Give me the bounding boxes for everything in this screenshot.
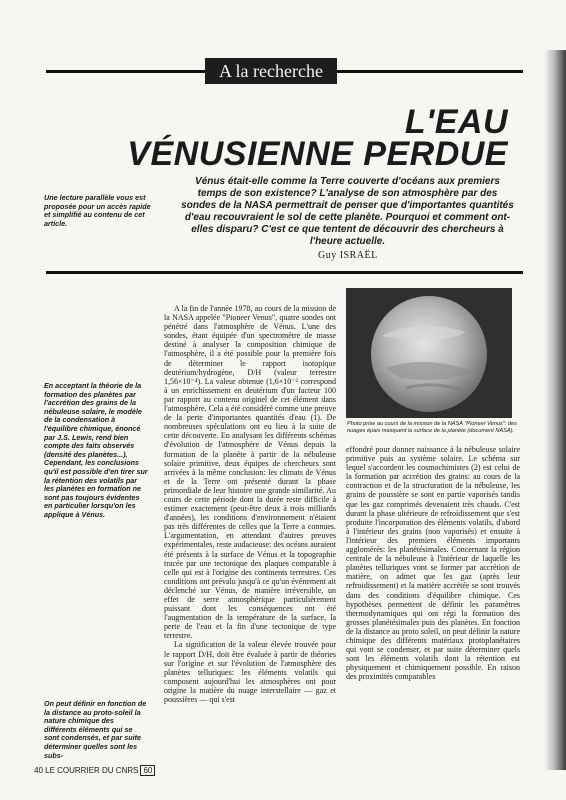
header-rule <box>46 271 523 274</box>
body-paragraph: A la fin de l'année 1978, au cours de la mission de la NASA appelée "Pioneer Venus", quatre sondes ont pénétré dans l'atmosphère de Vénus. L'une des sondes, étant équipée d'un spectromètre de masse destiné à analyser la composition chimique de l'atmosphère, il a été possible pour la première fois de déterminer le rapport isotopique deutérium/hydrogène, D/H (valeur terrestre 1,56×10⁻⁴). La valeur obtenue (1,6×10⁻² correspond à un enrichissement en deutérium d'un facteur 100 par rapport au contenu originel de cet élément dans l'atmosphère. Cela a été considéré comme une preuve de la perte d'importantes quantités d'eau (1). De nombreuses spéculations ont eu lieu à la suite de cette découverte. En analysant les différents schémas d'évolution de l'atmosphère de Vénus depuis la formation de la planète à partir de la nébuleuse solaire primitive, deux équipes de chercheurs sont arrivées à la même conclusion: les climats de Vénus et de la Terre ont présenté durant la phase primordiale de leur histoire une grande similarité. Au cours de cette période dont la durée reste difficile à estimer exactement (peut-être deux à trois milliards d'années), les conditions d'environnement n'étaient pas très différentes de celles que la Terre a connues. L'argumentation, en attendant d'autres preuves expérimentales, reste audacieuse: des océans auraient été présents à la surface de Vénus et la topographie tracée par une tectonique des plaques comparable à celle qui est à l'origine des continents terrestres. Ces conditions ont prévalu jusqu'à ce qu'un événement ait déclenché sur Vénus, de manière irréversible, un effet de serre atmosphérique particulièrement puissant dont les conséquences ont été l'augmentation de la température de la surface, la perte de l'eau et la fin d'une tectonique de type terrestre. <box>164 304 336 641</box>
body-paragraph: effondré pour donner naissance à la nébuleuse solaire primitive puis au système solaire. Le schéma sur lequel s'accordent les cosmochimistes (2) est celui de la formation par accrétion des grains: au cours de la contraction et de la structuration de la nébuleuse, les grains de poussière se sont en partie vaporisés tandis que les gaz comprimés devenaient très chauds. C'est durant la phase ultérieure de refroidissement que s'est produite l'incorporation des éléments volatils, d'abord à l'intérieur des grains (non vaporisés) et ensuite à l'intérieur des premiers éléments importants agglomérés: les planétésimales. Concernant la région centrale de la nébuleuse à l'intérieur de laquelle les planètes telluriques vont se former par accrétion de matière, on admet que les gaz (après leur refroidissement) et la matière accrétée se sont trouvés dans des conditions d'équilibre chimique. Ces hypothèses permettent de définir les paramètres thermodynamiques qui ont régi la formation des grosses planétésimales puis des planètes. En fonction de la distance au proto soleil, on peut définir la nature chimique des différents matériaux protoplanétaires qui vont se condenser, et par suite déterminer quels sont les éléments volatils dont la rétention est physiquement et chimiquement possible. En raison des proximités comparables <box>346 445 520 682</box>
article-title-line1: L'EAU <box>404 103 508 141</box>
footer-page-number: 60 <box>140 765 155 776</box>
venus-photo <box>346 288 512 418</box>
body-paragraph: La signification de la valeur élevée trouvée pour le rapport D/H, doit être évaluée à partir de théories sur l'origine et sur l'évolution de l'atmosphère des planètes telluriques: les éléments volatils qui composent aujourd'hui les atmosphères ont pour origine la matière du nuage interstellaire — gaz et poussières — qui s'est <box>164 640 336 705</box>
article-title <box>127 103 508 173</box>
article-lead: Vénus était-elle comme la Terre couverte d'océans aux premiers temps de son existence? L'analyse de son atmosphère par des sondes de la NASA permettrait de penser que d'importantes quantités d'eau recouvraient le sol de cette planète. Pourquoi et comment ont-elles disparu? C'est ce que tentent de découvrir des chercheurs à l'heure actuelle. <box>181 176 514 247</box>
sidenote-middle: En acceptant la théorie de la formation des planètes par l'accrétion des grains de la nébuleuse solaire, le modèle de la condensation à l'équilibre chimique, énoncé par J.S. Lewis, rend bien compte des faits observés (densité des planètes...). Cependant, les conclusions qu'il est possible d'en tirer sur la rétention des volatils par les planètes en formation ne sont pas toujours évidentes en particulier lorsqu'on les applique à Vénus. <box>44 381 148 519</box>
sidenote-bottom: On peut définir en fonction de la distance au proto-soleil la nature chimique des différents éléments qui se sont condensés, et par suite déterminer quelles sont les subs- <box>44 699 147 760</box>
article-title-line2: VÉNUSIENNE PERDUE <box>127 135 508 173</box>
body-column-1 <box>164 304 336 764</box>
page-footer <box>34 765 155 776</box>
body-column-2 <box>346 445 520 769</box>
scan-edge-shadow <box>544 50 566 770</box>
sidenote-intro: Une lecture parallèle vous est proposée pour un accès rapide et simplifié au contenu de cet article. <box>44 193 151 228</box>
footer-text: 40 LE COURRIER DU CNRS <box>34 766 139 775</box>
article-author: Guy ISRAËL <box>318 250 378 261</box>
section-rubric: A la recherche <box>205 58 337 84</box>
photo-caption: Photo prise au cours de la mission de la NASA "Pioneer Venus": des nuages épais masquent la surface de la planète (document NASA). <box>347 421 517 434</box>
